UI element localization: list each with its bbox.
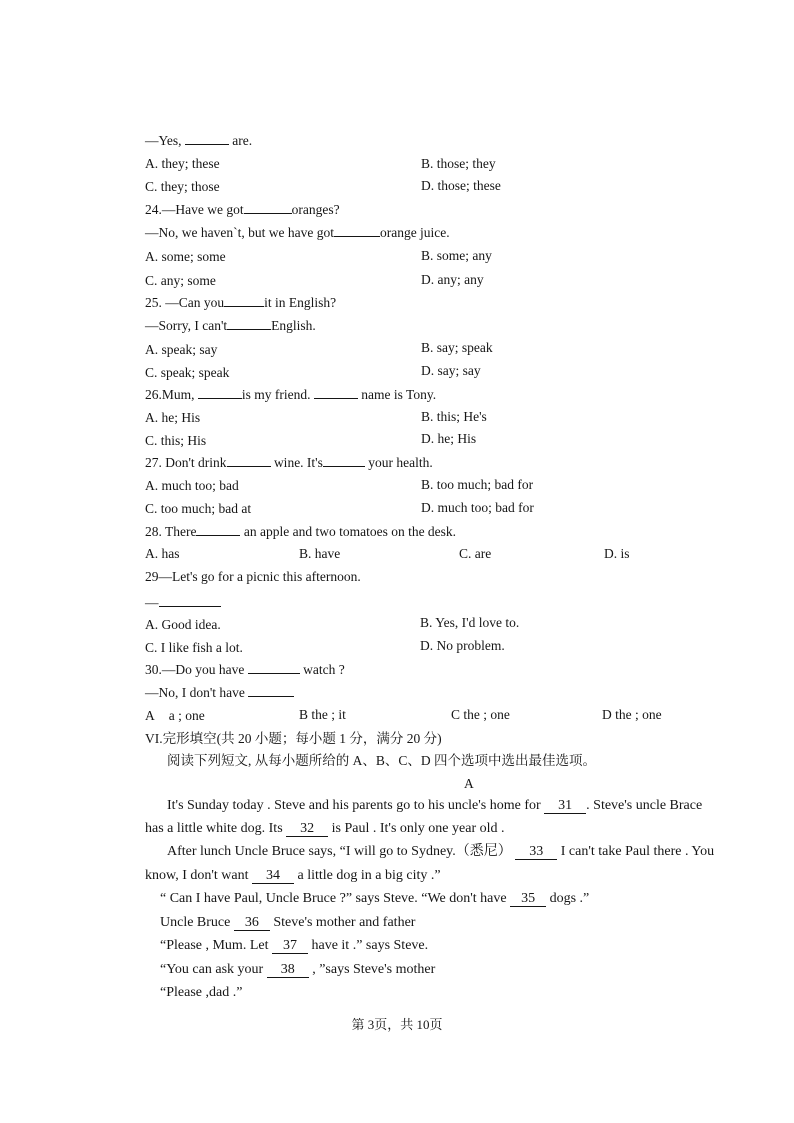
- blank-34[interactable]: 34: [252, 869, 294, 884]
- passage-line: know, I don't want 34 a little dog in a big city .”: [145, 868, 441, 883]
- q25-blank-1[interactable]: [224, 294, 264, 307]
- q28-option-a[interactable]: A. has: [145, 546, 180, 561]
- q30-option-c[interactable]: C the ; one: [451, 707, 510, 722]
- blank-37[interactable]: 37: [272, 939, 308, 954]
- q28-blank[interactable]: [196, 523, 240, 536]
- q25-blank-2[interactable]: [227, 317, 271, 330]
- passage-line: It's Sunday today . Steve and his parents go to his uncle's home for 31 . Steve's uncle Brace: [167, 798, 703, 813]
- q25-option-d[interactable]: D. say; say: [421, 363, 481, 378]
- passage-line: After lunch Uncle Bruce says, “I will go to Sydney.（悉尼） 33 I can't take Paul there . You: [167, 844, 715, 859]
- q29-option-a[interactable]: A. Good idea.: [145, 617, 221, 632]
- q24-blank-1[interactable]: [244, 201, 292, 214]
- q29-stem: 29—Let's go for a picnic this afternoon.: [145, 569, 361, 584]
- q27-blank-1[interactable]: [227, 454, 271, 467]
- q28-option-d[interactable]: D. is: [604, 546, 630, 561]
- q28-stem: 28. There an apple and two tomatoes on the desk.: [145, 524, 457, 539]
- passage-line: Uncle Bruce 36 Steve's mother and father: [160, 915, 416, 930]
- passage-line: “Please , Mum. Let 37 have it .” says Steve.: [160, 938, 429, 953]
- q30-blank-2[interactable]: [248, 684, 294, 697]
- blank-35[interactable]: 35: [510, 892, 546, 907]
- q24-option-a[interactable]: A. some; some: [145, 249, 226, 264]
- q29-answer: —: [145, 594, 221, 612]
- q26-option-b[interactable]: B. this; He's: [421, 409, 487, 424]
- q24-answer: —No, we haven`t, but we have got orange juice.: [145, 225, 450, 240]
- passage-label: A: [464, 776, 474, 791]
- q23-option-a[interactable]: A. they; these: [145, 156, 220, 171]
- q26-option-d[interactable]: D. he; His: [421, 431, 477, 446]
- blank-33[interactable]: 33: [515, 845, 557, 860]
- passage-line: has a little white dog. Its 32 is Paul . It's only one year old .: [145, 821, 505, 836]
- q27-option-d[interactable]: D. much too; bad for: [421, 500, 534, 515]
- q26-blank-1[interactable]: [198, 386, 242, 399]
- passage-line: “ Can I have Paul, Uncle Bruce ?” says Steve. “We don't have 35 dogs .”: [160, 891, 590, 906]
- q26-stem: 26.Mum, is my friend. name is Tony.: [145, 387, 437, 402]
- q27-option-b[interactable]: B. too much; bad for: [421, 477, 534, 492]
- q26-blank-2[interactable]: [314, 386, 358, 399]
- q29-option-b[interactable]: B. Yes, I'd love to.: [420, 615, 520, 630]
- q28-option-c[interactable]: C. are: [459, 546, 492, 561]
- q23-option-d[interactable]: D. those; these: [421, 178, 501, 193]
- q24-option-c[interactable]: C. any; some: [145, 273, 216, 288]
- q29-option-d[interactable]: D. No problem.: [420, 638, 505, 653]
- q27-option-c[interactable]: C. too much; bad at: [145, 501, 252, 516]
- q30-stem: 30.—Do you have watch ?: [145, 662, 345, 677]
- page-footer: 第 3页，共 10页: [351, 1017, 443, 1032]
- q30-blank-1[interactable]: [248, 661, 300, 674]
- q24-option-d[interactable]: D. any; any: [421, 272, 484, 287]
- passage-line: “You can ask your 38 , ”says Steve's mother: [160, 962, 436, 977]
- blank-38[interactable]: 38: [267, 963, 309, 978]
- blank-31[interactable]: 31: [544, 799, 586, 814]
- q28-option-b[interactable]: B. have: [299, 546, 341, 561]
- q25-option-a[interactable]: A. speak; say: [145, 342, 218, 357]
- q27-option-a[interactable]: A. much too; bad: [145, 478, 239, 493]
- q23-option-c[interactable]: C. they; those: [145, 179, 220, 194]
- q25-stem: 25. —Can you it in English?: [145, 295, 337, 310]
- q24-stem: 24.—Have we got oranges?: [145, 202, 340, 217]
- q25-answer: —Sorry, I can't English.: [145, 318, 316, 333]
- q27-blank-2[interactable]: [323, 454, 365, 467]
- section-instructions: 阅读下列短文, 从每小题所给的 A、B、C、D 四个选项中选出最佳选项。: [167, 753, 597, 768]
- q30-option-b[interactable]: B the ; it: [299, 707, 346, 722]
- q23-answer: —Yes, are.: [145, 133, 253, 148]
- q25-option-c[interactable]: C. speak; speak: [145, 365, 230, 380]
- q30-answer: —No, I don't have: [145, 684, 294, 702]
- passage-line: “Please ,dad .”: [160, 985, 243, 1000]
- q24-blank-2[interactable]: [334, 224, 380, 237]
- q25-option-b[interactable]: B. say; speak: [421, 340, 493, 355]
- q26-option-c[interactable]: C. this; His: [145, 433, 207, 448]
- section-heading: VI.完形填空(共 20 小题；每小题 1 分，满分 20 分): [145, 731, 442, 746]
- blank-36[interactable]: 36: [234, 916, 270, 931]
- q30-option-a[interactable]: A a ; one: [145, 708, 205, 723]
- q29-option-c[interactable]: C. I like fish a lot.: [145, 640, 243, 655]
- q30-option-d[interactable]: D the ; one: [602, 707, 662, 722]
- q23-option-b[interactable]: B. those; they: [421, 156, 496, 171]
- q26-option-a[interactable]: A. he; His: [145, 410, 201, 425]
- q23-blank[interactable]: [185, 132, 229, 145]
- q29-blank[interactable]: [159, 594, 221, 607]
- q27-stem: 27. Don't drink wine. It's your health.: [145, 455, 433, 470]
- blank-32[interactable]: 32: [286, 822, 328, 837]
- q24-option-b[interactable]: B. some; any: [421, 248, 492, 263]
